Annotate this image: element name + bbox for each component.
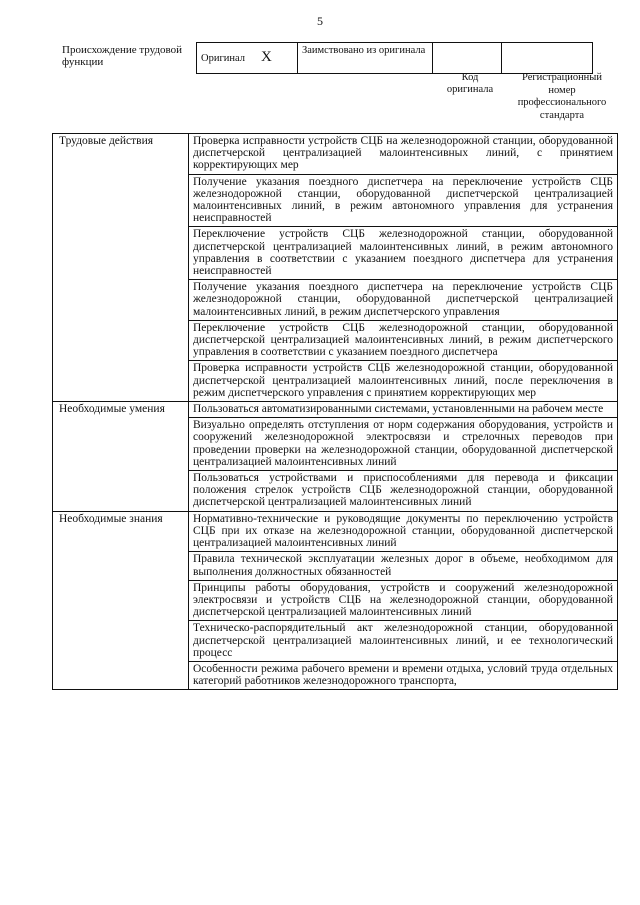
list-item: Принципы работы оборудования, устройств и сооружений железнодорожной электросвязи и устройств СЦБ на железнодорожной станции, оборудованной диспетчерской централизацией малоинтенсивных линий <box>189 580 618 621</box>
table-row <box>53 511 618 552</box>
section-title-actions: Трудовые действия <box>53 134 189 402</box>
table-row <box>53 402 618 418</box>
borrowed-label: Заимствовано из оригинала <box>298 43 433 74</box>
table-row <box>53 134 618 175</box>
list-item: Переключение устройств СЦБ железнодорожной станции, оборудованной диспетчерской централизацией малоинтенсивных линий, в режим автономного управления в соответствии с указанием поездного диспетчера для устранения неисправностей <box>189 227 618 280</box>
code-cell <box>433 43 502 74</box>
section-title-knowledge: Необходимые знания <box>53 511 189 690</box>
page-number: 5 <box>317 14 323 28</box>
list-item: Получение указания поездного диспетчера на переключение устройств СЦБ железнодорожной станции, оборудованной диспетчерской централизацией малоинтенсивных линий, в режим автономного управления для устранения неисправностей <box>189 174 618 227</box>
list-item: Проверка исправности устройств СЦБ железнодорожной станции, оборудованной диспетчерской централизацией малоинтенсивных линий, после переключения в режим диспетчерского управления с принятием корректирующих мер <box>189 361 618 402</box>
reg-caption: Регистрационный номер профессионального стандарта <box>517 72 607 121</box>
list-item: Проверка исправности устройств СЦБ на железнодорожной станции, оборудованной диспетчерской централизацией малоинтенсивных линий, с принятием корректирующих мер <box>189 134 618 175</box>
origin-table <box>196 42 593 74</box>
code-caption: Код оригинала <box>446 72 494 95</box>
origin-original-cell <box>197 43 298 74</box>
list-item: Пользоваться устройствами и приспособлениями для перевода и фиксации положения стрелок устройств СЦБ железнодорожной станции, оборудованной диспетчерской централизацией малоинтенсивных линий <box>189 471 618 512</box>
origin-label: Происхождение трудовой функции <box>62 44 183 68</box>
original-mark: X <box>261 49 272 65</box>
list-item: Визуально определять отступления от норм содержания оборудования, устройств и сооружений железнодорожной электросвязи и стрелочных переводов при проведении проверки на железнодорожной станции, оборудованной диспетчерской централизацией малоинтенсивных линий <box>189 418 618 471</box>
reg-number-cell <box>502 43 593 74</box>
list-item: Получение указания поездного диспетчера на переключение устройств СЦБ железнодорожной станции, оборудованной диспетчерской централизацией малоинтенсивных линий, в режим диспетчерского управления <box>189 280 618 321</box>
list-item: Особенности режима рабочего времени и времени отдыха, условий труда отдельных категорий работников железнодорожного транспорта, <box>189 661 618 689</box>
function-table <box>52 133 618 690</box>
list-item: Правила технической эксплуатации железных дорог в объеме, необходимом для выполнения должностных обязанностей <box>189 552 618 580</box>
list-item: Нормативно-технические и руководящие документы по переключению устройств СЦБ при их отказе на железнодорожной станции, оборудованной диспетчерской централизацией малоинтенсивных линий <box>189 511 618 552</box>
list-item: Переключение устройств СЦБ железнодорожной станции, оборудованной диспетчерской централизацией малоинтенсивных линий, в режим диспетчерского управления в соответствии с указанием поездного диспетчера <box>189 320 618 361</box>
list-item: Пользоваться автоматизированными системами, установленными на рабочем месте <box>189 402 618 418</box>
original-label: Оригинал <box>201 53 245 64</box>
section-title-skills: Необходимые умения <box>53 402 189 512</box>
list-item: Техническо-распорядительный акт железнодорожной станции, оборудованной диспетчерской централизацией малоинтенсивных линий, и ее технологический процесс <box>189 621 618 662</box>
